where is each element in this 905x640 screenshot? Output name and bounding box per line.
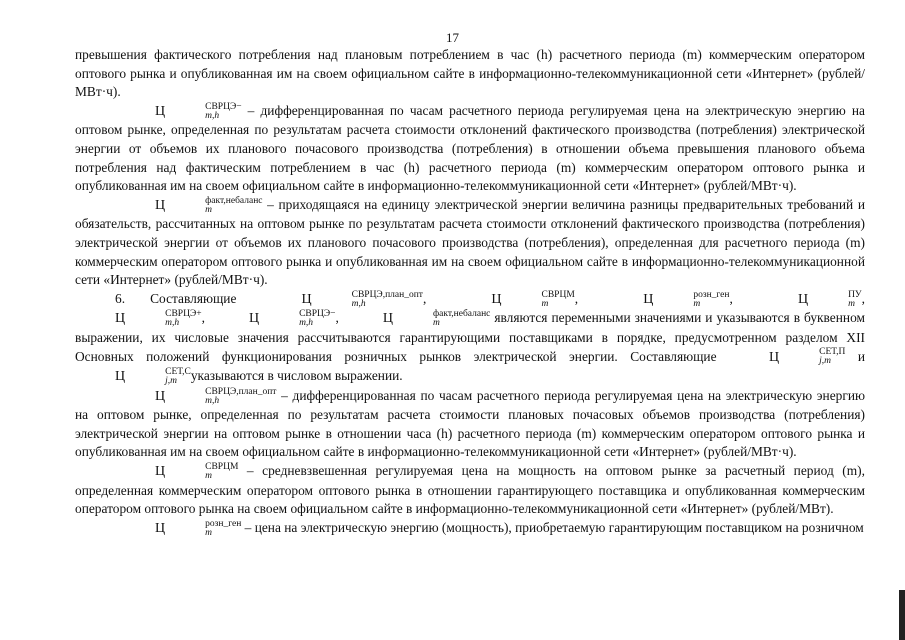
page-number: 17	[446, 30, 459, 45]
formula-symbol: Ц факт,небаланс m	[155, 195, 263, 215]
definition-text: – дифференцированная по часам расчетного периода регулируемая цена на электрическую энергию на оптовом рынке, определенная по результатам расчета стоимости плановых почасовых объемов производства (потребления) электрической энергии на оптовом рынке в отношении часа (h) расчетного периода (m) коммерческим оператором оптового рынка и опубликованная им на своем официальном сайте в информационно-телекоммуникационной сети «Интернет» (рублей/МВт·ч).	[75, 387, 865, 460]
scan-edge-shadow	[899, 590, 905, 640]
formula-symbol: Ц СВРЦЭ− m,h	[248, 309, 336, 329]
formula-symbol: Ц СВРЦЭ,план_опт m,h	[301, 289, 423, 309]
definition-text: – средневзвешенная регулируемая цена на мощность на оптовом рынке за расчетный период (m), определенная коммерческим оператором оптового рынка в отношении гарантирующего поставщика и опубликованная коммерческим оператором оптового рынка на своем официальном сайте в информационно-телекоммуникационной сети «Интернет» (рублей/МВт).	[75, 463, 865, 517]
paragraph-6	[75, 462, 865, 519]
formula-symbol: Ц СЕТ,С j,m	[115, 367, 191, 387]
paragraph-3	[75, 196, 865, 290]
formula-symbol: Ц СВРЦЭ+ m,h	[115, 309, 202, 329]
formula-symbol: Ц СВРЦМ m	[491, 289, 575, 309]
formula-symbol: Ц ПУ m	[797, 289, 862, 309]
formula-symbol: Ц СЕТ,П j,m	[769, 347, 846, 367]
formula-symbol: Ц розн_ген m	[643, 289, 730, 309]
formula-symbol: Ц СВРЦЭ,план_опт m,h	[155, 386, 277, 406]
paragraph-7	[75, 519, 865, 539]
paragraph-4: 6. Составляющие Ц СВРЦЭ,план_опт m,h , Ц СВРЦМ m , Ц розн_ген m , Ц ПУ m , Ц СВРЦЭ+ m,h , Ц СВРЦЭ− m,h , Ц факт,небаланс m являются переменными значениями и указываются в буквенном выражении, их числовые значения рассчитываются гарантирующими поставщиками в порядке, предусмотренном разделом XII Основных положений функционирования розничных рынков электрической энергии. Составляющие Ц СЕТ,П j,m и Ц СЕТ,С j,m указываются в числовом выражении.	[75, 289, 866, 387]
paragraph-1: превышения фактического потребления над плановым потреблением в час (h) расчетного периода (m) коммерческим оператором оптового рынка и опубликованная им на своем официальном сайте в информационно-телекоммуникационной сети «Интернет» (рублей/МВт·ч).	[75, 47, 865, 100]
formula-symbol: Ц факт,небаланс m	[382, 309, 491, 329]
definition-text: – дифференцированная по часам расчетного периода регулируемая цена на электрическую энергию на оптовом рынке, определенная по результатам расчета стоимости отклонений фактического производства (потребления) электрической энергии от объемов их планового почасового производства (потребления) в отношении объема превышения планового объема потребления над фактическим потреблением в час (h) расчетного периода (m) коммерческим оператором оптового рынка и опубликованная им на своем официальном сайте в информационно-телекоммуникационной сети «Интернет» (рублей/МВт·ч).	[75, 102, 865, 194]
definition-text: – цена на электрическую энергию (мощность), приобретаемую гарантирующим поставщиком на розничном	[241, 519, 864, 535]
formula-symbol: Ц СВРЦЭ− m,h	[155, 101, 242, 121]
formula-symbol: Ц розн_ген m	[155, 518, 242, 538]
paragraph-5	[75, 387, 865, 462]
definition-text: – приходящаяся на единицу электрической энергии величина разницы предварительных требований и обязательств, рассчитанных на оптовом рынке по результатам расчета стоимости отклонений фактического производства (потребления) электрической энергии от объемов их планового почасового производства (потребления), определенная для расчетного периода (m) коммерческим оператором оптового рынка и опубликованная им на своем официальном сайте в информационно-телекоммуникационной сети «Интернет» (рублей/МВт·ч).	[75, 196, 865, 288]
document-body	[75, 46, 865, 538]
formula-symbol: Ц СВРЦМ m	[155, 461, 239, 481]
paragraph-2	[75, 102, 865, 196]
